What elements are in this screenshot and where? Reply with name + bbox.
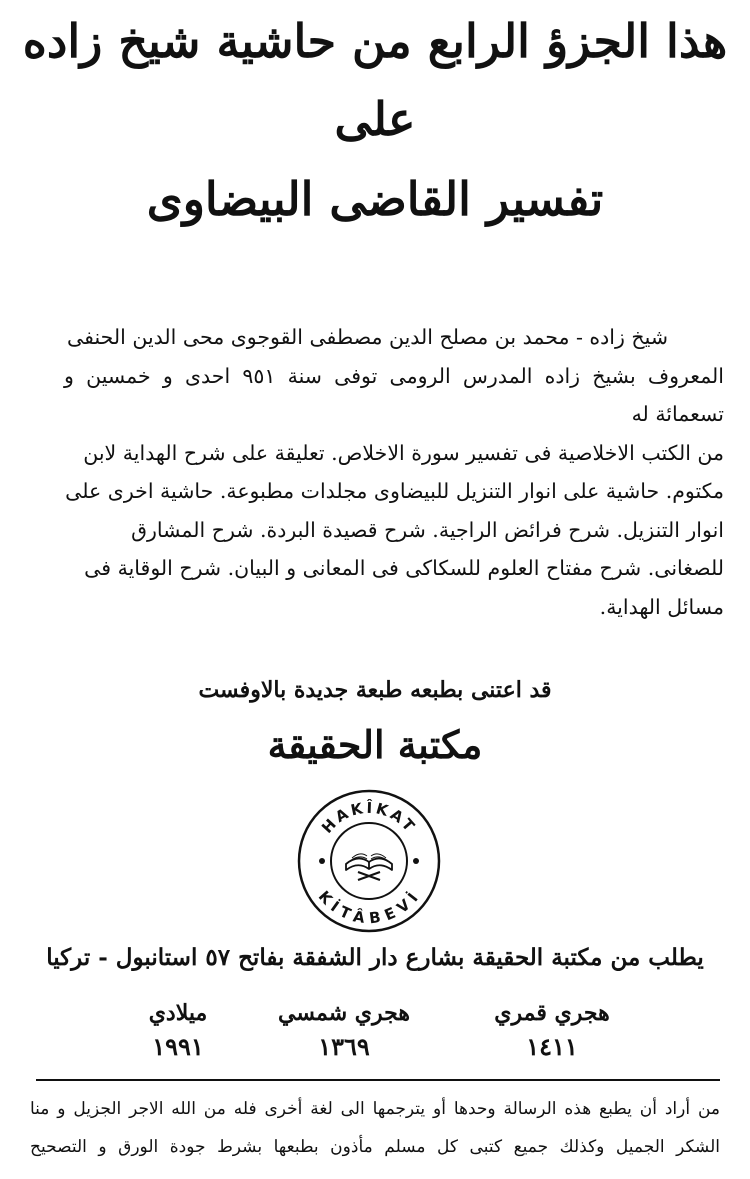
bio-line: شيخ زاده - محمد بن مصلح الدين مصطفى القوجوى محى الدين الحنفى — [67, 325, 668, 349]
seal-text-bottom: KİTÂBEVİ — [314, 887, 424, 928]
bio-line: مكتوم. حاشية على انوار التنزيل للبيضاوى مجلدات مطبوعة. حاشية اخرى على — [65, 479, 724, 503]
footer-line: الشكر الجميل وكذلك جميع كتبى كل مسلم مأذون بطبعها بشرط جودة الورق و التصحيح — [30, 1137, 720, 1157]
bio-line: انوار التنزيل. شرح فرائض الراجية. شرح قصيدة البردة. شرح المشارق — [131, 517, 724, 542]
permission-note — [30, 1090, 720, 1166]
book-title-line-3: تفسير القاضى البيضاوى — [146, 172, 604, 226]
seal-text-top: HAKÎKAT — [318, 798, 420, 837]
address-line: يطلب من مكتبة الحقيقة بشارع دار الشفقة بفاتح ٥٧ استانبول - تركيا — [46, 944, 704, 971]
book-title-line-2: على — [334, 92, 416, 146]
date-label: ميلادي — [148, 1000, 208, 1026]
date-label: هجري شمسي — [278, 1000, 410, 1026]
date-year: ١٣٦٩ — [318, 1032, 370, 1061]
svg-text:KİTÂBEVİ — [315, 887, 424, 928]
author-biography — [64, 318, 724, 626]
divider-rule — [36, 1079, 720, 1081]
date-year: ١٤١١ — [526, 1032, 578, 1061]
date-label: هجري قمري — [494, 1000, 610, 1026]
hakikat-kitabevi-seal-logo — [296, 788, 442, 934]
hijri-qamari-date — [462, 996, 642, 1064]
hijri-shamsi-date — [254, 996, 434, 1064]
bio-line: المعروف بشيخ زاده المدرس الرومى توفى سنة ٩٥١ احدى و خمسين و تسعمائة له — [64, 363, 724, 426]
open-book-icon — [346, 854, 392, 880]
bio-line: للصغانى. شرح مفتاح العلوم للسكاكى فى المعانى و البيان. شرح الوقاية فى — [84, 556, 724, 580]
publishing-note: قد اعتنى بطبعه طبعة جديدة بالاوفست — [198, 677, 552, 703]
svg-text:HAKÎKAT — [318, 798, 420, 837]
bio-line: مسائل الهداية. — [599, 594, 724, 619]
footer-line: من أراد أن يطبع هذه الرسالة وحدها أو يترجمها الى لغة أخرى فله من الله الاجر الجزيل و منا — [30, 1099, 720, 1119]
bio-line: من الكتب الاخلاصية فى تفسير سورة الاخلاص. تعليقة على شرح الهداية لابن — [83, 440, 724, 465]
publisher-name: مكتبة الحقيقة — [267, 722, 483, 767]
book-title-line-1: هذا الجزؤ الرابع من حاشية شيخ زاده — [22, 14, 728, 68]
gregorian-date — [88, 996, 268, 1064]
date-year: ١٩٩١ — [152, 1032, 204, 1061]
